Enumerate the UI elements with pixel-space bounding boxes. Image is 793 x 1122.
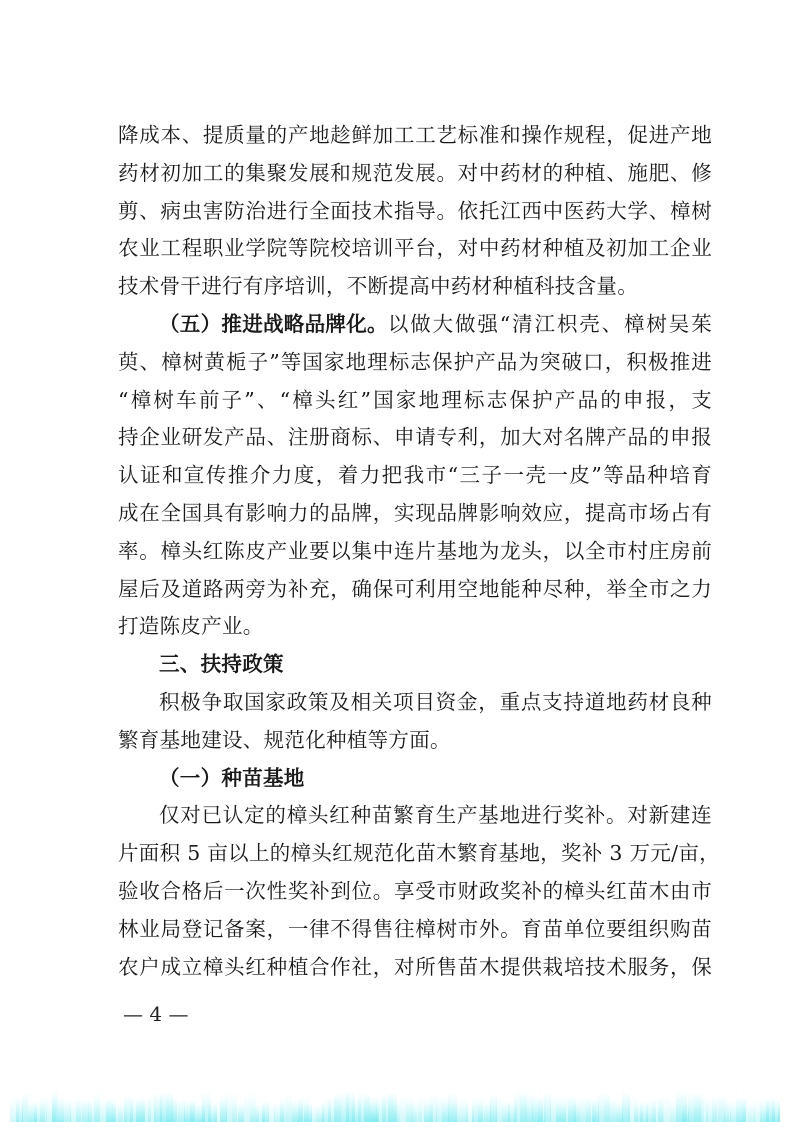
paragraph-line: 认证和宣传推介力度，着力把我市“三子一壳一皮”等品种培育 bbox=[118, 463, 712, 488]
paragraph-line: 降成本、提质量的产地趁鲜加工工艺标准和操作规程，促进产地 bbox=[118, 123, 712, 147]
paragraph-line: 林业局登记备案，一律不得售往樟树市外。育苗单位要组织购苗 bbox=[118, 916, 712, 941]
paragraph-line: 萸、樟树黄栀子”等国家地理标志保护产品为突破口，积极推进 bbox=[118, 349, 712, 374]
paragraph-line: 农户成立樟头红种植合作社，对所售苗木提供栽培技术服务，保 bbox=[118, 954, 712, 979]
paragraph-line: 技术骨干进行有序培训，不断提高中药材种植科技含量。 bbox=[118, 274, 638, 299]
paragraph-line: 打造陈皮产业。 bbox=[118, 614, 264, 639]
chapter-3-heading: 三、扶持政策 bbox=[159, 652, 284, 677]
paragraph-line: 剪、病虫害防治进行全面技术指导。依托江西中医药大学、樟树 bbox=[118, 198, 712, 223]
page-number: — 4 — bbox=[123, 1002, 189, 1026]
section-5-text: 以做大做强“清江枳壳、樟树吴茱 bbox=[387, 311, 712, 336]
paragraph-line: 繁育基地建设、规范化种植等方面。 bbox=[118, 727, 451, 752]
decorative-band bbox=[10, 1090, 780, 1122]
paragraph-line: 验收合格后一次性奖补到位。享受市财政奖补的樟头红苗木由市 bbox=[118, 878, 712, 903]
section-5-heading: （五）推进战略品牌化。 bbox=[159, 311, 388, 336]
paragraph-line: 成在全国具有影响力的品牌，实现品牌影响效应，提高市场占有 bbox=[118, 500, 712, 525]
paragraph-line: 积极争取国家政策及相关项目资金，重点支持道地药材良种 bbox=[159, 689, 712, 714]
paragraph-line: 率。樟头红陈皮产业要以集中连片基地为龙头，以全市村庄房前 bbox=[118, 538, 712, 563]
section-5-first-line bbox=[118, 306, 712, 344]
subsection-1-heading: （一）种苗基地 bbox=[159, 765, 305, 790]
paragraph-line: 药材初加工的集聚发展和规范发展。对中药材的种植、施肥、修 bbox=[118, 160, 712, 185]
paragraph-line: 片面积 5 亩以上的樟头红规范化苗木繁育基地，奖补 3 万元/亩， bbox=[118, 841, 720, 866]
paragraph-line: 屋后及道路两旁为补充，确保可利用空地能种尽种，举全市之力 bbox=[118, 576, 712, 601]
paragraph-line: 农业工程职业学院等院校培训平台，对中药材种植及初加工企业 bbox=[118, 236, 712, 261]
paragraph-line: 仅对已认定的樟头红种苗繁育生产基地进行奖补。对新建连 bbox=[159, 803, 712, 828]
paragraph-line: 持企业研发产品、注册商标、申请专利，加大对名牌产品的申报 bbox=[118, 425, 712, 450]
document-body bbox=[118, 117, 720, 986]
paragraph-line: “樟树车前子”、“樟头红”国家地理标志保护产品的申报，支 bbox=[118, 387, 712, 412]
band-stripe bbox=[778, 1101, 780, 1122]
